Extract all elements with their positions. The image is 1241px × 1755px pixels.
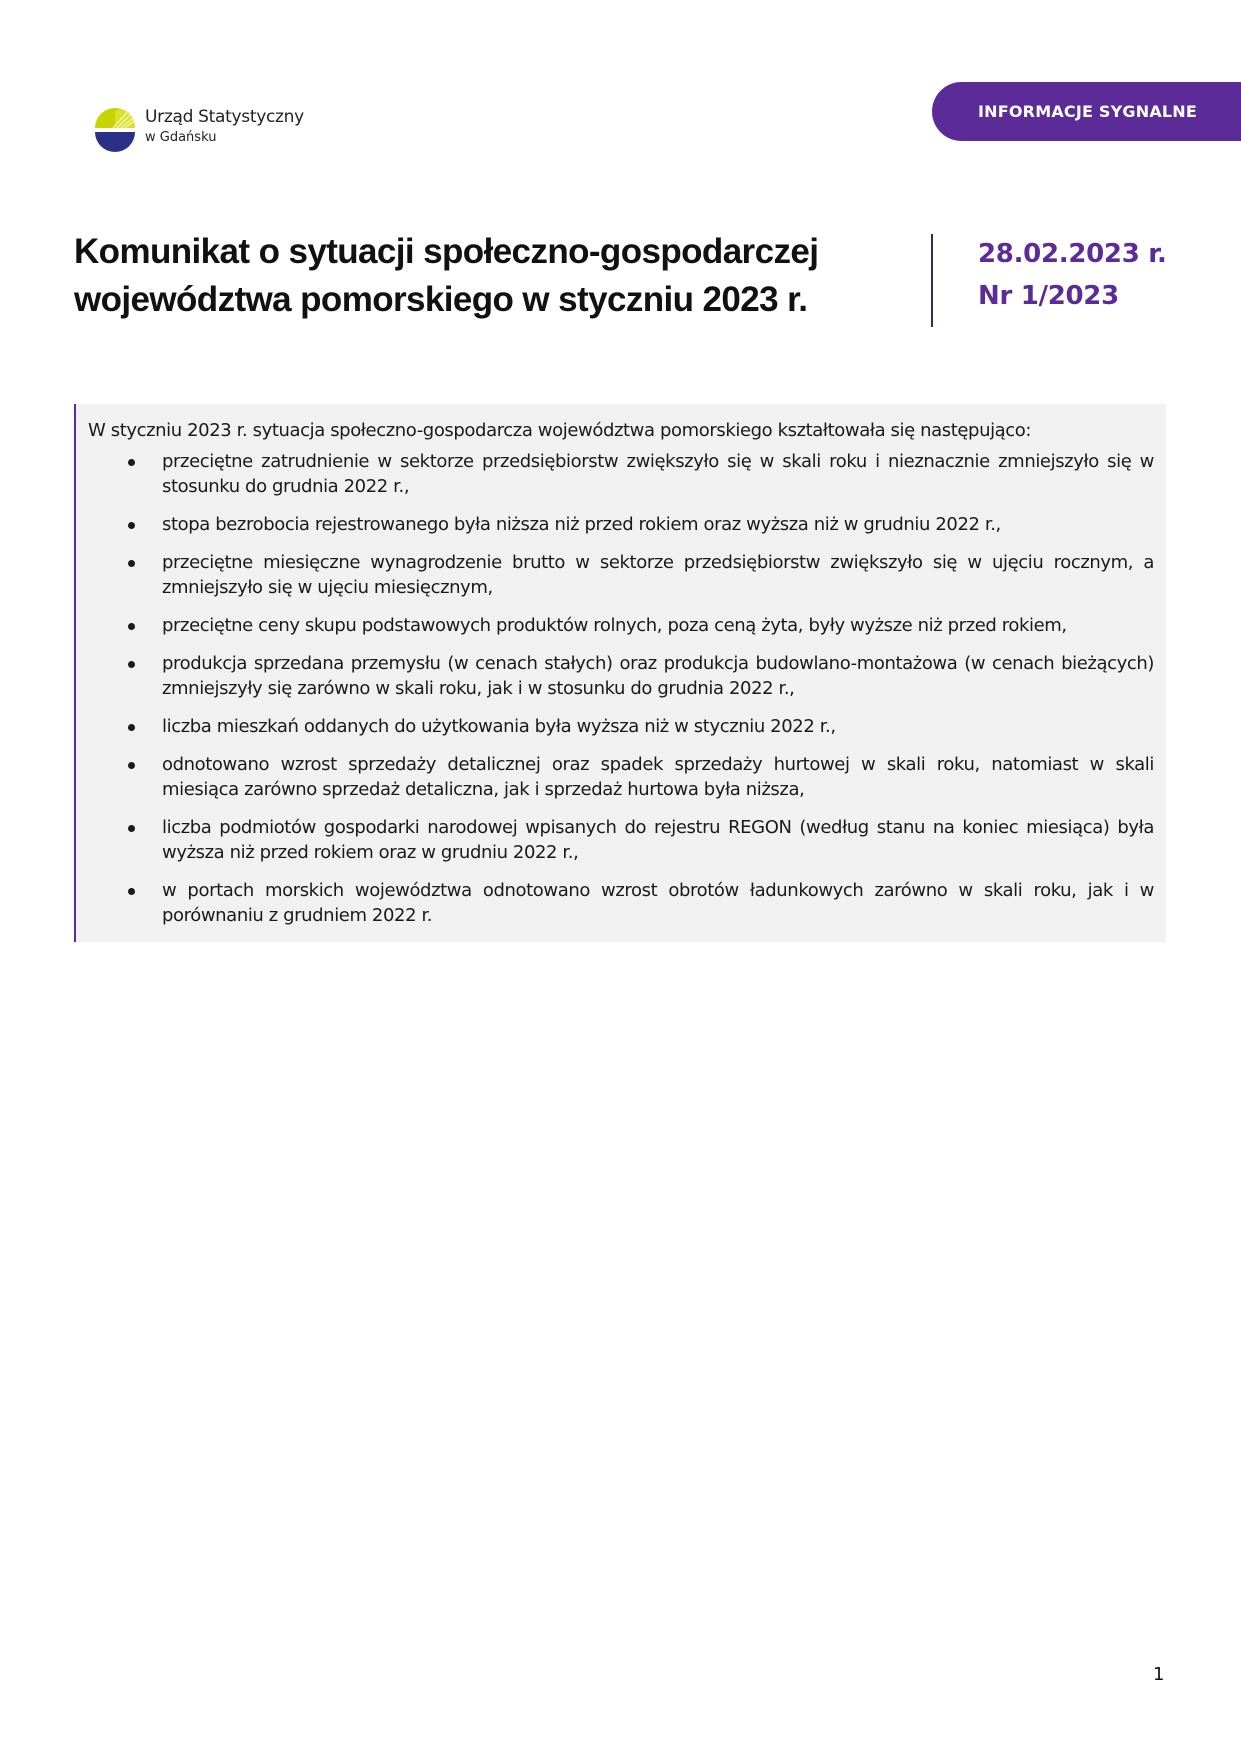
title-line-2: województwa pomorskiego w styczniu 2023 r. — [74, 280, 808, 319]
list-item-text: przeciętne miesięczne wynagrodzenie brutto w sektorze przedsiębiorstw zwiększyło się w ujęciu rocznym, a zmniejszyło się w ujęciu miesięcznym, — [162, 552, 1154, 598]
bullet-icon — [128, 888, 135, 895]
list-item — [88, 512, 1154, 537]
list-item — [88, 651, 1154, 701]
list-item-text: produkcja sprzedana przemysłu (w cenach stałych) oraz produkcja budowlano-montażowa (w cenach bieżących) zmniejszyły się zarówno w skali roku, jak i w stosunku do grudnia 2022 r., — [162, 653, 1154, 699]
us-logo-icon — [93, 98, 137, 162]
issue-info — [978, 233, 1167, 317]
list-item — [88, 815, 1154, 865]
list-item — [88, 714, 1154, 739]
title-line-1: Komunikat o sytuacji społeczno-gospodarczej — [74, 232, 819, 271]
list-item-text: przeciętne zatrudnienie w sektorze przedsiębiorstw zwiększyło się w skali roku i nieznacznie zmniejszyło się w stosunku do grudnia 2022 r., — [162, 451, 1154, 497]
list-item-text: przeciętne ceny skupu podstawowych produktów rolnych, poza ceną żyta, były wyższe niż przed rokiem, — [162, 615, 1067, 636]
list-item — [88, 449, 1154, 499]
bullet-icon — [128, 825, 135, 832]
summary-intro: W styczniu 2023 r. sytuacja społeczno-gospodarcza województwa pomorskiego kształtowała się następująco: — [88, 420, 1032, 441]
logo-city: w Gdańsku — [145, 130, 217, 145]
list-item — [88, 613, 1154, 638]
issue-date: 28.02.2023 r. — [978, 239, 1167, 269]
logo — [93, 98, 313, 164]
title-divider — [931, 234, 933, 327]
list-item — [88, 752, 1154, 802]
list-item-text: liczba podmiotów gospodarki narodowej wpisanych do rejestru REGON (według stanu na koniec miesiąca) była wyższa niż przed rokiem oraz w grudniu 2022 r., — [162, 817, 1154, 863]
summary-list — [88, 449, 1154, 928]
bullet-icon — [128, 560, 135, 567]
summary-box — [74, 404, 1166, 942]
list-item-text: stopa bezrobocia rejestrowanego była niższa niż przed rokiem oraz wyższa niż w grudniu 2022 r., — [162, 514, 1001, 535]
bullet-icon — [128, 522, 135, 529]
page-title — [74, 228, 914, 324]
publication-type-badge: INFORMACJE SYGNALNE — [932, 82, 1241, 141]
list-item — [88, 878, 1154, 928]
bullet-icon — [128, 623, 135, 630]
list-item-text: odnotowano wzrost sprzedaży detalicznej oraz spadek sprzedaży hurtowej w skali roku, natomiast w skali miesiąca zarówno sprzedaż detaliczna, jak i sprzedaż hurtowa była niższa, — [162, 754, 1154, 800]
bullet-icon — [128, 661, 135, 668]
list-item-text: liczba mieszkań oddanych do użytkowania była wyższa niż w styczniu 2022 r., — [162, 716, 836, 737]
list-item — [88, 550, 1154, 600]
bullet-icon — [128, 762, 135, 769]
logo-name: Urząd Statystyczny — [145, 107, 304, 127]
bullet-icon — [128, 459, 135, 466]
bullet-icon — [128, 724, 135, 731]
list-item-text: w portach morskich województwa odnotowano wzrost obrotów ładunkowych zarówno w skali roku, jak i w porównaniu z grudniem 2022 r. — [162, 880, 1154, 926]
page-number: 1 — [1153, 1664, 1165, 1685]
issue-number: Nr 1/2023 — [978, 281, 1119, 311]
